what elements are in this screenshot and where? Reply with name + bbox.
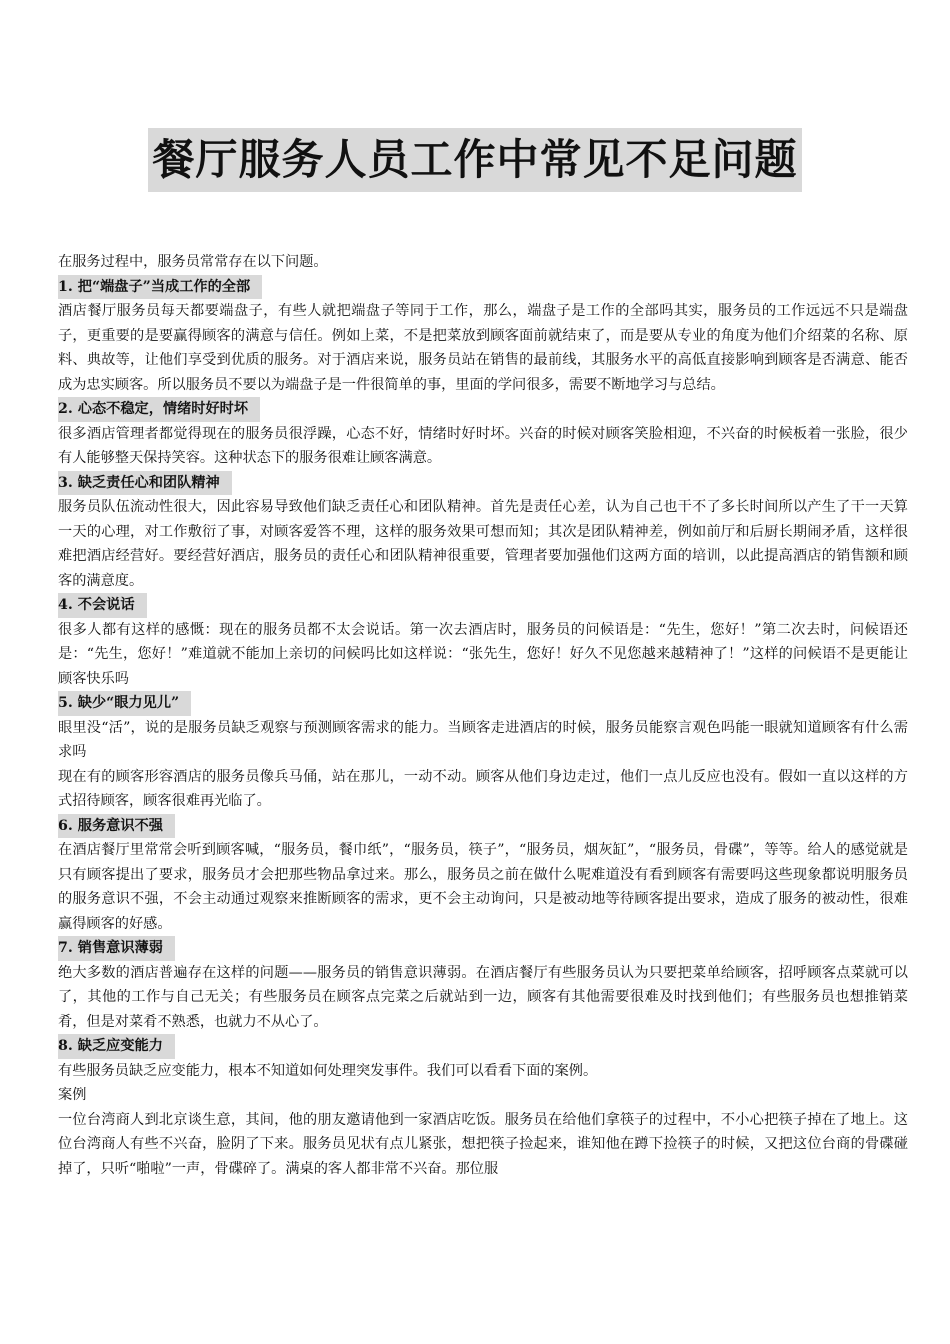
section-5 [58,691,908,716]
section-paragraph: 很多酒店管理者都觉得现在的服务员很浮躁，心态不好，情绪时好时坏。兴奋的时候对顾客笑脸相迎，不兴奋的时候板着一张脸，很少有人能够整天保持笑容。这种状态下的服务很难让顾客满意。 [58,425,908,466]
section-heading: 6. 服务意识不强 [58,814,175,839]
section-6 [58,814,908,839]
section-heading: 4. 不会说话 [58,593,147,618]
section-paragraph: 在酒店餐厅里常常会听到顾客喊，“服务员，餐巾纸”，“服务员，筷子”，“服务员，烟灰缸”，“服务员，骨碟”，等等。给人的感觉就是只有顾客提出了要求，服务员才会把那些物品拿过来。那么，服务员之前在做什么呢难道没有看到顾客有需要吗这些现象都说明服务员的服务意识不强，不会主动通过观察来推断顾客的需求，更不会主动询问，只是被动地等待顾客提出要求，造成了服务的被动性，很难赢得顾客的好感。 [58,842,908,932]
section-paragraph: 现在有的顾客形容酒店的服务员像兵马俑，站在那儿，一动不动。顾客从他们身边走过，他们一点儿反应也没有。假如一直以这样的方式招待顾客，顾客很难再光临了。 [58,768,908,809]
section-heading: 7. 销售意识薄弱 [58,936,175,961]
section-1 [58,275,908,300]
section-heading: 8. 缺乏应变能力 [58,1034,175,1059]
intro-paragraph: 在服务过程中，服务员常常存在以下问题。 [58,254,328,270]
section-heading: 5. 缺少“眼力见儿” [58,691,191,716]
case-label: 案例 [58,1087,87,1103]
section-8 [58,1034,908,1059]
case-paragraph: 一位台湾商人到北京谈生意，其间，他的朋友邀请他到一家酒店吃饭。服务员在给他们拿筷子的过程中，不小心把筷子掉在了地上。这位台湾商人有些不兴奋，脸阴了下来。服务员见状有点儿紧张，想把筷子捡起来，谁知他在蹲下捡筷子的时候，又把这位台商的骨碟碰掉了，只听“啪啦”一声，骨碟碎了。满桌的客人都非常不兴奋。那位服 [58,1111,908,1177]
section-heading: 2. 心态不稳定，情绪时好时坏 [58,397,260,422]
section-paragraph: 绝大多数的酒店普遍存在这样的问题——服务员的销售意识薄弱。在酒店餐厅有些服务员认为只要把菜单给顾客，招呼顾客点菜就可以了，其他的工作与自己无关；有些服务员在顾客点完菜之后就站到一边，顾客有其他需要很难及时找到他们；有些服务员也想推销菜肴，但是对菜肴不熟悉，也就力不从心了。 [58,964,908,1030]
section-paragraph: 有些服务员缺乏应变能力，根本不知道如何处理突发事件。我们可以看看下面的案例。 [58,1062,598,1079]
document-title: 餐厅服务人员工作中常见不足问题 [148,128,801,192]
title-container [0,128,950,192]
section-paragraph: 很多人都有这样的感慨：现在的服务员都不太会说话。第一次去酒店时，服务员的问候语是：“先生，您好！”第二次去时，问候语还是：“先生，您好！”难道就不能加上亲切的问候吗比如这样说：“张先生，您好！好久不见您越来越精神了！”这样的问候语不是更能让顾客快乐吗 [58,621,908,687]
section-paragraph: 眼里没“活”，说的是服务员缺乏观察与预测顾客需求的能力。当顾客走进酒店的时候，服务员能察言观色吗能一眼就知道顾客有什么需求吗 [58,719,908,760]
section-paragraph: 服务员队伍流动性很大，因此容易导致他们缺乏责任心和团队精神。首先是责任心差，认为自己也干不了多长时间所以产生了干一天算一天的心理，对工作敷衍了事，对顾客爱答不理，这样的服务效果可想而知；其次是团队精神差，例如前厅和后厨长期闹矛盾，这样很难把酒店经营好。要经营好酒店，服务员的责任心和团队精神很重要，管理者要加强他们这两方面的培训，以此提高酒店的销售额和顾客的满意度。 [58,499,908,589]
section-heading: 3. 缺乏责任心和团队精神 [58,471,232,496]
section-7 [58,936,908,961]
section-2 [58,397,908,422]
section-3 [58,471,908,496]
section-heading: 1. 把“端盘子”当成工作的全部 [58,275,262,300]
section-paragraph: 酒店餐厅服务员每天都要端盘子，有些人就把端盘子等同于工作，那么，端盘子是工作的全部吗其实，服务员的工作远远不只是端盘子，更重要的是要赢得顾客的满意与信任。例如上菜，不是把菜放到顾客面前就结束了，而是要从专业的角度为他们介绍菜的名称、原料、典故等，让他们享受到优质的服务。对于酒店来说，服务员站在销售的最前线，其服务水平的高低直接影响到顾客是否满意、能否成为忠实顾客。所以服务员不要以为端盘子是一件很简单的事，里面的学问很多，需要不断地学习与总结。 [58,303,908,393]
section-4 [58,593,908,618]
document-body [58,250,908,1181]
